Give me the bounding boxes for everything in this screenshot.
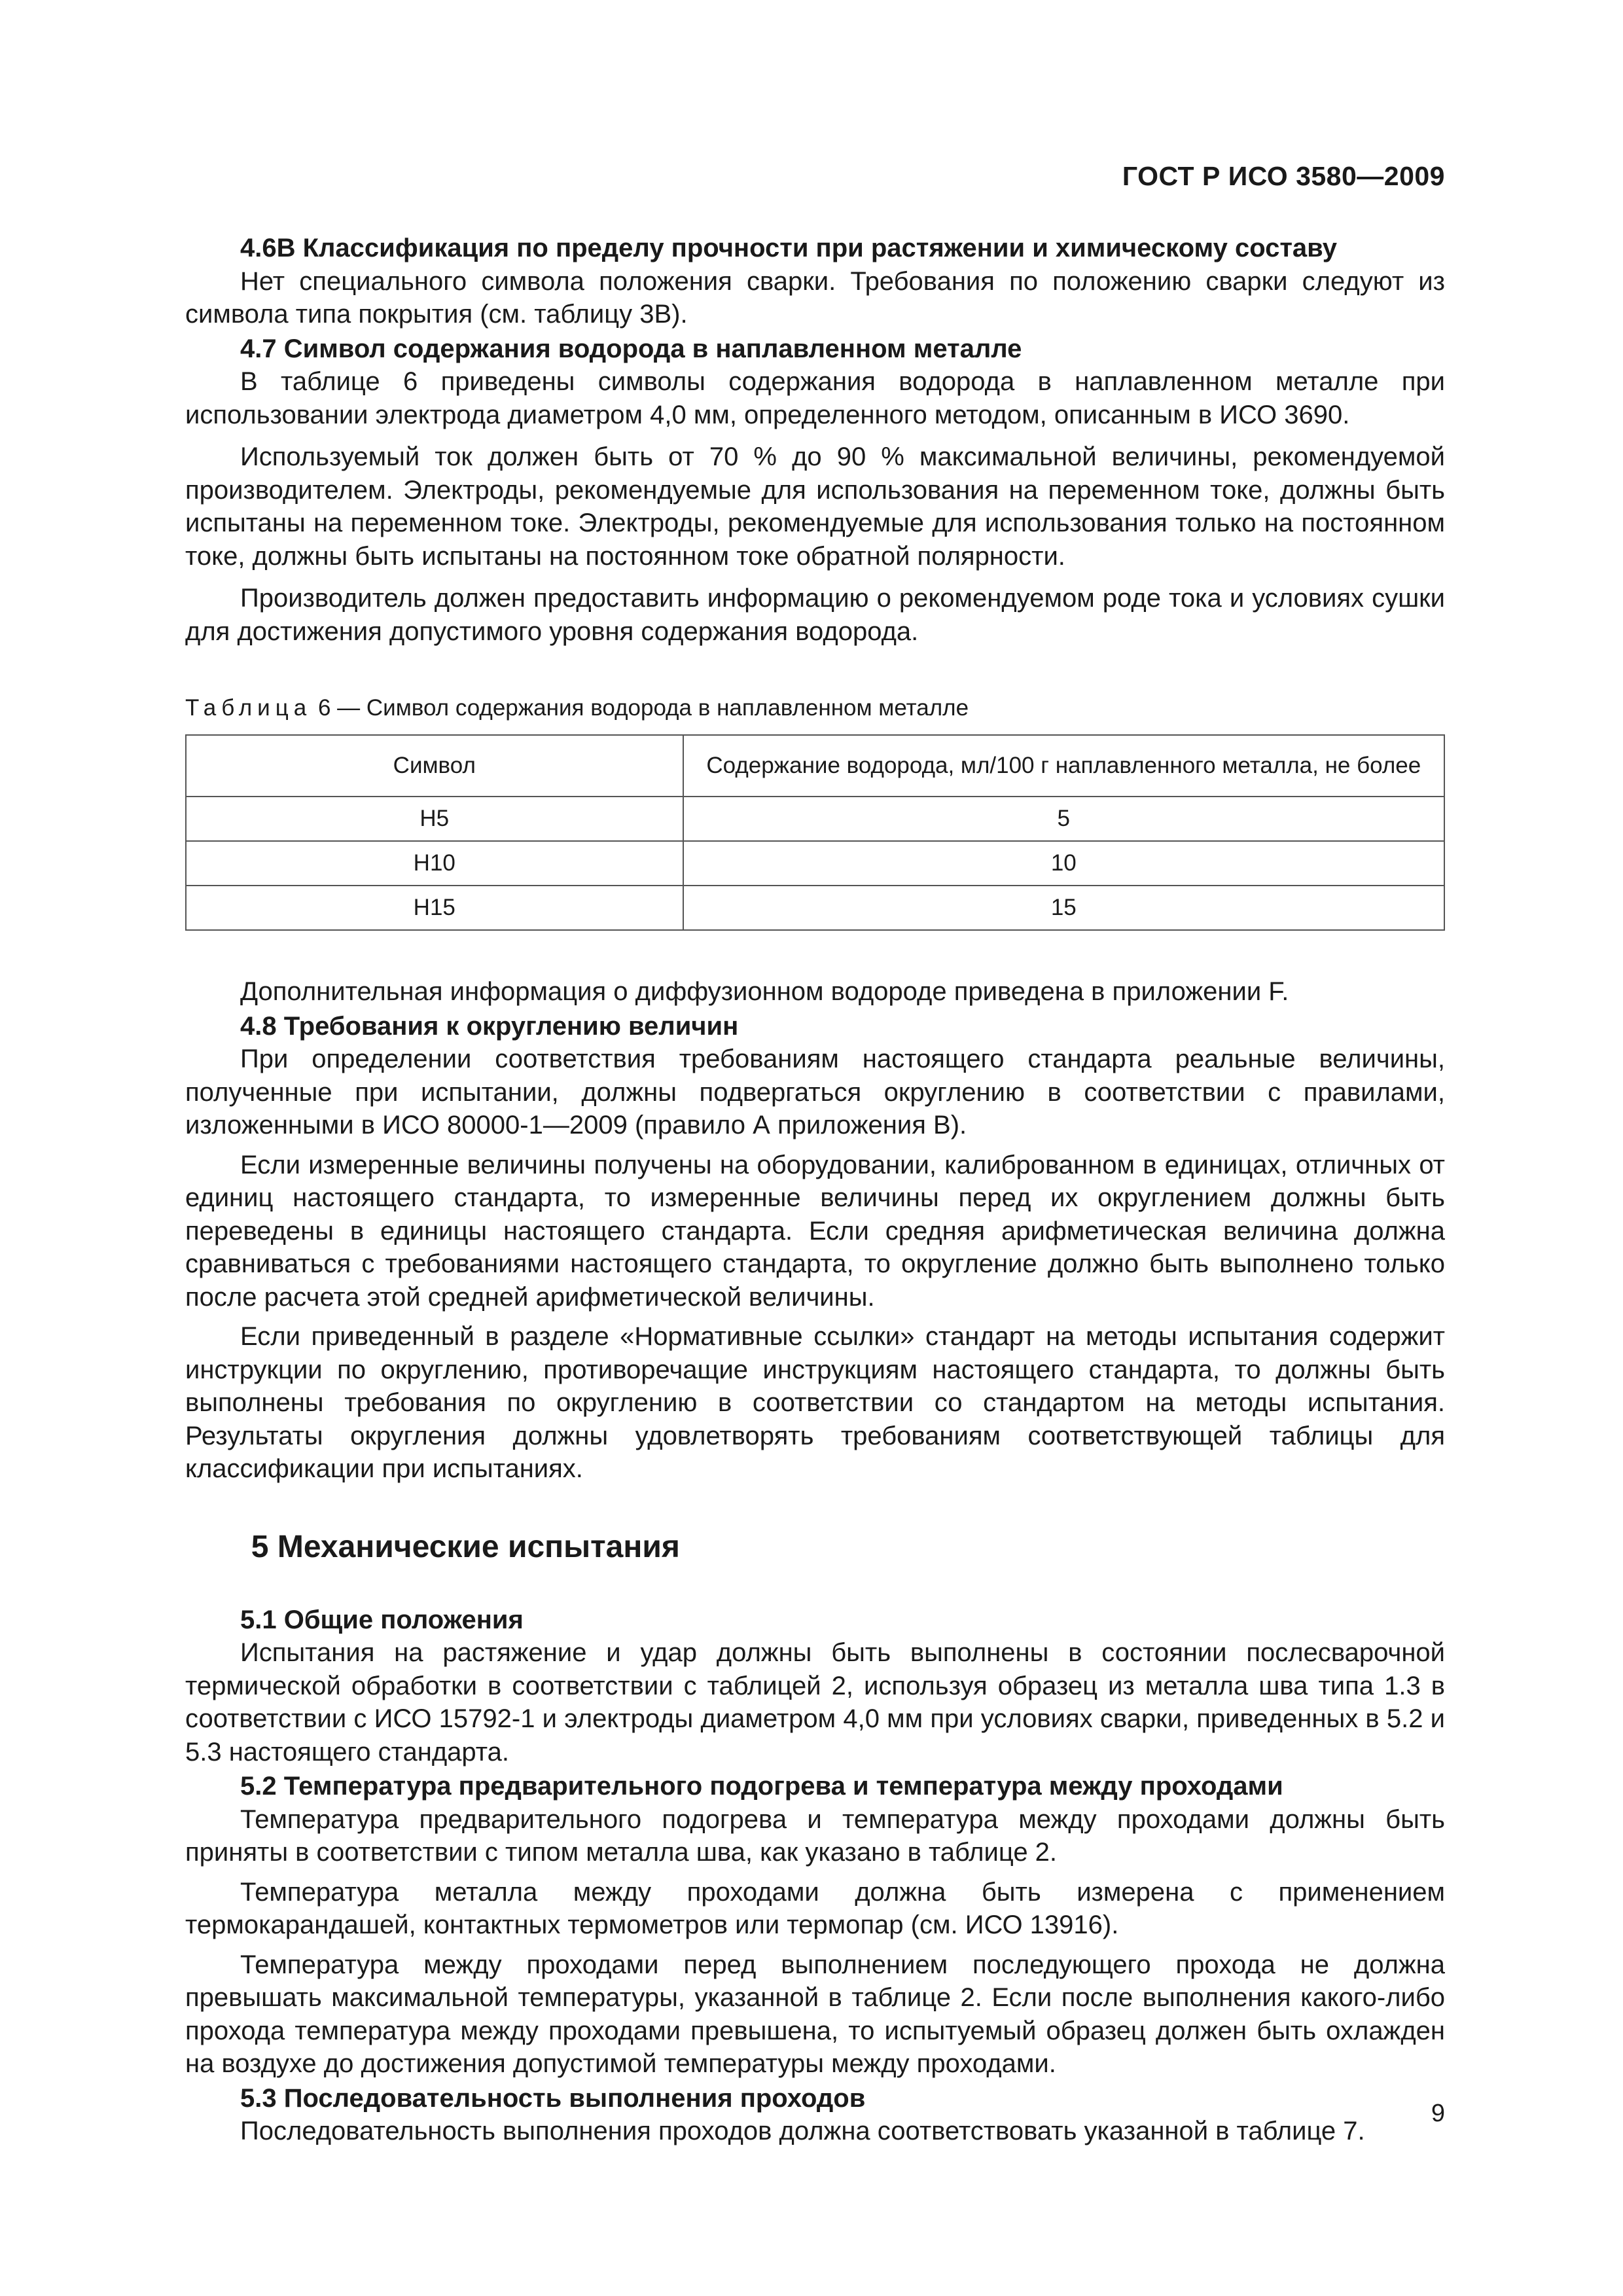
table-cell-value: 15 [683, 886, 1444, 930]
section-5-2-paragraph-3: Температура между проходами перед выполнением последующего прохода не должна превышать максимальной температуры, указанной в таблице 2. Если после выполнения какого-либо прохода температура между проходами превышена, то испытуемый образец должен быть охлажден на воздухе до достижения допустимой температуры между проходами. [185, 1950, 1445, 2078]
section-4-8-heading: 4.8 Требования к округлению величин [240, 1011, 739, 1041]
section-4-6b-paragraph: Нет специального символа положения сварки. Требования по положению сварки следуют из символа типа покрытия (см. таблицу 3В). [185, 266, 1445, 329]
diffusion-hydrogen-note: Дополнительная информация о диффузионном водороде приведена в приложении F. [240, 977, 1289, 1006]
table-caption-rest: 6 — Символ содержания водорода в наплавленном металле [317, 695, 969, 721]
section-5-3-paragraph: Последовательность выполнения проходов должна соответствовать указанной в таблице 7. [240, 2117, 1365, 2145]
hydrogen-symbol-table [185, 734, 1445, 931]
table-cell-value: 5 [683, 797, 1444, 841]
table-cell-symbol: H5 [186, 797, 683, 841]
section-5-1-heading: 5.1 Общие положения [240, 1605, 524, 1634]
section-5-3-heading: 5.3 Последовательность выполнения проходов [240, 2083, 866, 2113]
section-4-7-paragraph-3: Производитель должен предоставить информацию о рекомендуемом роде тока и условиях сушки для достижения допустимого уровня содержания водорода. [185, 584, 1445, 646]
table-header-symbol: Символ [186, 735, 683, 797]
table-row [186, 797, 1444, 841]
table-6-caption [185, 694, 1445, 723]
table-row [186, 841, 1444, 886]
section-4-8-paragraph-3: Если приведенный в разделе «Нормативные ссылки» стандарт на методы испытания содержит инструкции по округлению, противоречащие инструкциям настоящего стандарта, то должны быть выполнены требования по округлению в соответствии со стандартом на методы испытания. Результаты округления должны удовлетворять требованиям соответствующей таблицы для классификации при испытаниях. [185, 1322, 1445, 1483]
section-5-2-heading: 5.2 Температура предварительного подогрева и температура между проходами [240, 1772, 1283, 1801]
table-cell-symbol: H15 [186, 886, 683, 930]
section-5-heading: 5 Механические испытания [251, 1529, 680, 1564]
section-4-7-paragraph-2: Используемый ток должен быть от 70 % до 90 % максимальной величины, рекомендуемой производителем. Электроды, рекомендуемые для использования на переменном токе, должны быть испытаны на переменном токе. Электроды, рекомендуемые для использования только на постоянном токе, должны быть испытаны на постоянном токе обратной полярности. [185, 442, 1445, 571]
section-4-7-paragraph-1: В таблице 6 приведены символы содержания водорода в наплавленном металле при использовании электрода диаметром 4,0 мм, определенного методом, описанным в ИСО 3690. [185, 367, 1445, 429]
section-5-spacer [185, 1567, 1445, 1602]
section-4-6b-heading: 4.6В Классификация по пределу прочности при растяжении и химическому составу [240, 234, 1338, 262]
section-4-8-paragraph-2: Если измеренные величины получены на оборудовании, калиброванном в единицах, отличных от единиц настоящего стандарта, то измеренные величины перед их округлением должны быть переведены в единицы настоящего стандарта. Если средняя арифметическая величина должна сравниваться с требованиями настоящего стандарта, то округление должно быть выполнено только после расчета этой средней арифметической величины. [185, 1150, 1445, 1312]
section-5-2-paragraph-2: Температура металла между проходами должна быть измерена с применением термокарандашей, контактных термометров или термопар (см. ИСО 13916). [185, 1877, 1445, 1939]
section-4-7-heading: 4.7 Символ содержания водорода в наплавленном металле [240, 334, 1022, 363]
table-row [186, 886, 1444, 930]
table-header-hydrogen-content: Содержание водорода, мл/100 г наплавленного металла, не более [683, 735, 1444, 797]
section-4-8-paragraph-1: При определении соответствия требованиям настоящего стандарта реальные величины, полученные при испытании, должны подвергаться округлению в соответствии с правилами, изложенными в ИСО 80000-1—2009 (правило А приложения В). [185, 1045, 1445, 1139]
table-cell-symbol: H10 [186, 841, 683, 886]
table-cell-value: 10 [683, 841, 1444, 886]
section-5-2-paragraph-1: Температура предварительного подогрева и температура между проходами должны быть приняты в соответствии с типом металла шва, как указано в таблице 2. [185, 1804, 1445, 1867]
document-body [185, 230, 1445, 2148]
section-5-1-paragraph: Испытания на растяжение и удар должны быть выполнены в состоянии послесварочной термической обработки в соответствии с таблицей 2, используя образец из металла шва типа 1.3 в соответствии с ИСО 15792-1 и электроды диаметром 4,0 мм при условиях сварки, приведенных в 5.2 и 5.3 настоящего стандарта. [185, 1638, 1445, 1767]
table-caption-word: Таблица [185, 695, 312, 721]
table-header-row [186, 735, 1444, 797]
document-header-code: ГОСТ Р ИСО 3580—2009 [1122, 161, 1445, 191]
page-number: 9 [1431, 2100, 1445, 2127]
